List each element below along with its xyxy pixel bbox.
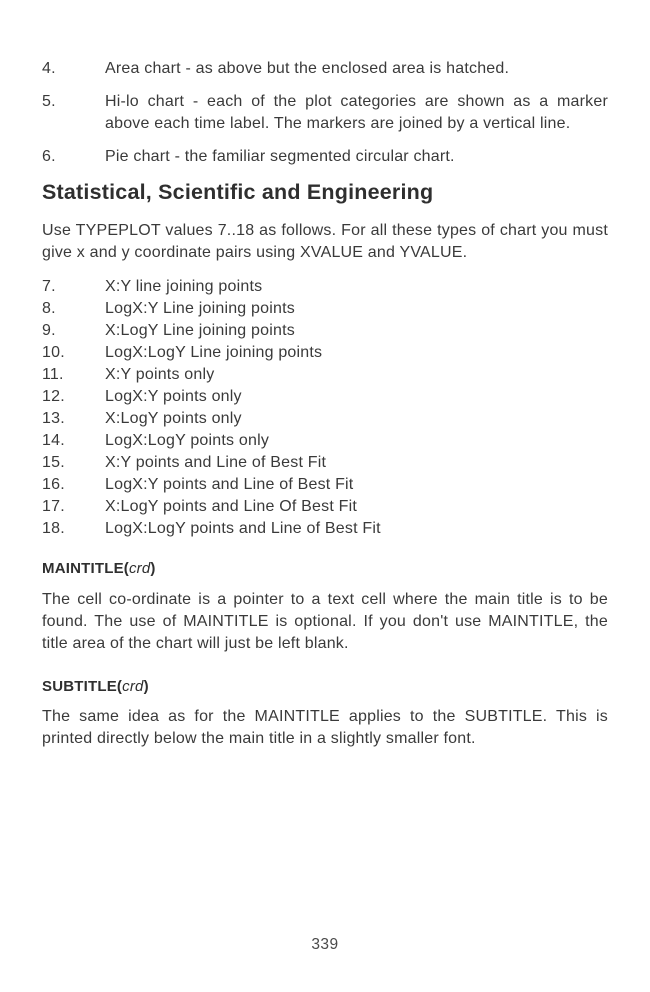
list-item-number: 5. [42,93,56,110]
list-item [42,408,608,430]
list-item-number: 8. [42,300,56,317]
list-item [42,342,608,364]
subtitle-argument: crd [122,678,144,695]
list-item-text: X:LogY points and Line Of Best Fit [105,498,357,515]
list-item-text: X:Y line joining points [105,278,263,295]
list-item [42,364,608,386]
list-item-text: X:LogY points only [105,410,242,427]
list-item [42,430,608,452]
list-item-text: LogX:LogY points only [105,432,270,449]
list-item-text: LogX:LogY Line joining points [105,344,323,361]
list-item [42,518,608,540]
section-intro-paragraph: Use TYPEPLOT values 7..18 as follows. For all these types of chart you must give x and y coordinate pairs using XVALUE and YVALUE. [42,222,608,261]
subtitle-keyword: SUBTITLE( [42,678,123,695]
list-item-text: X:Y points and Line of Best Fit [105,454,327,471]
maintitle-keyword: MAINTITLE( [42,560,129,577]
subtitle-close-paren: ) [143,678,149,695]
list-item-text: LogX:LogY points and Line of Best Fit [105,520,381,537]
maintitle-argument: crd [128,560,151,577]
maintitle-paragraph: The cell co-ordinate is a pointer to a text cell where the main title is to be found. The use of MAINTITLE is optional. If you don't use MAINTITLE, the title area of the chart will just be left blank. [42,591,608,652]
list-item [42,58,608,80]
list-item [42,386,608,408]
list-item [42,298,608,320]
maintitle-heading [42,559,608,579]
list-item [42,91,608,135]
list-item-text: LogX:Y Line joining points [105,300,295,317]
list-item-number: 12. [42,388,65,405]
list-item-number: 13. [42,410,65,427]
list-item-number: 14. [42,432,65,449]
subtitle-heading [42,677,608,697]
list-item-number: 9. [42,322,56,339]
list-item-text: Hi-lo chart - each of the plot categories are shown as a marker above each time label. The markers are joined by a vertical line. [105,93,608,132]
list-item-number: 10. [42,344,65,361]
section-heading: Statistical, Scientific and Engineering [42,180,434,204]
list-item-text: X:Y points only [105,366,215,383]
list-item-number: 11. [42,366,64,383]
list-item-number: 17. [42,498,65,515]
list-item [42,320,608,342]
maintitle-close-paren: ) [150,560,156,577]
list-item [42,474,608,496]
subtitle-paragraph: The same idea as for the MAINTITLE applies to the SUBTITLE. This is printed directly below the main title in a slightly smaller font. [42,708,608,747]
list-item-text: X:LogY Line joining points [105,322,295,339]
list-item [42,276,608,298]
page-number: 339 [311,936,339,953]
list-item-number: 15. [42,454,65,471]
list-item [42,496,608,518]
list-item [42,452,608,474]
list-item-text: Pie chart - the familiar segmented circular chart. [105,148,455,165]
list-item-text: Area chart - as above but the enclosed area is hatched. [105,60,510,77]
list-item-number: 18. [42,520,65,537]
list-item-number: 7. [42,278,56,295]
list-item-number: 6. [42,148,56,165]
list-item [42,146,608,168]
list-item-number: 16. [42,476,65,493]
list-item-text: LogX:Y points only [105,388,242,405]
list-item-number: 4. [42,60,56,77]
list-item-text: LogX:Y points and Line of Best Fit [105,476,354,493]
